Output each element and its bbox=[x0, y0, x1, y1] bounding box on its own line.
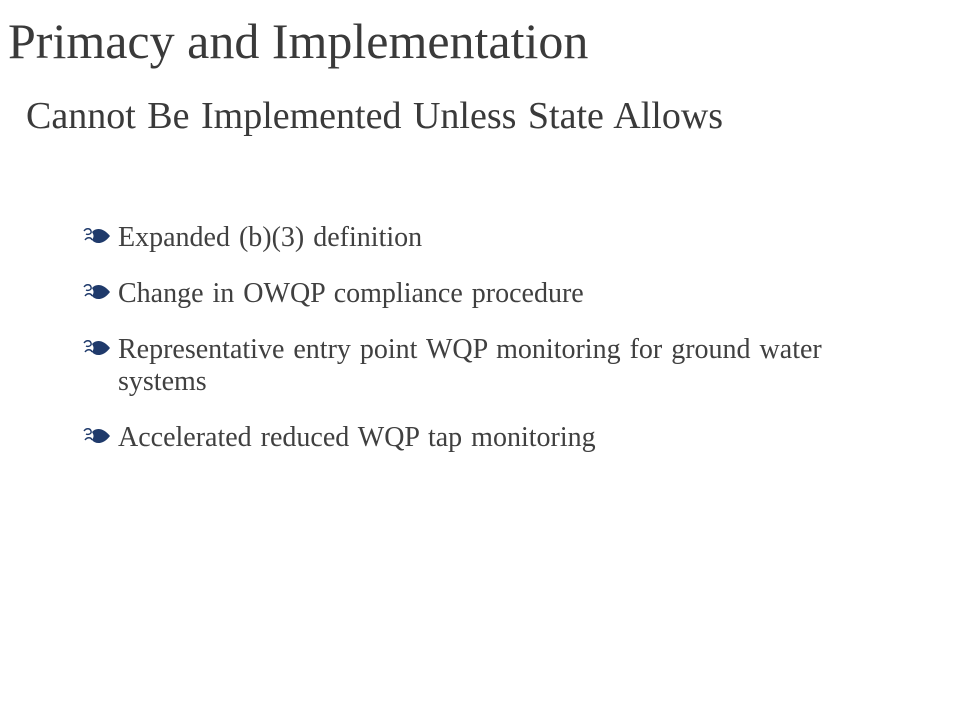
slide-subtitle: Cannot Be Implemented Unless State Allows bbox=[26, 95, 724, 137]
bullet-list bbox=[82, 222, 902, 478]
fleuron-bullet-icon bbox=[82, 281, 112, 303]
bullet-item bbox=[82, 334, 902, 398]
bullet-item bbox=[82, 278, 902, 310]
fleuron-bullet-icon bbox=[82, 225, 112, 247]
bullet-text: Expanded (b)(3) definition bbox=[118, 222, 423, 253]
bullet-text: Change in OWQP compliance procedure bbox=[118, 278, 584, 309]
bullet-text: Representative entry point WQP monitoring for ground water systems bbox=[118, 334, 822, 397]
fleuron-bullet-icon bbox=[82, 425, 112, 447]
bullet-item bbox=[82, 422, 902, 454]
bullet-text: Accelerated reduced WQP tap monitoring bbox=[118, 422, 596, 453]
fleuron-bullet-icon bbox=[82, 337, 112, 359]
slide-title: Primacy and Implementation bbox=[8, 13, 589, 69]
bullet-item bbox=[82, 222, 902, 254]
